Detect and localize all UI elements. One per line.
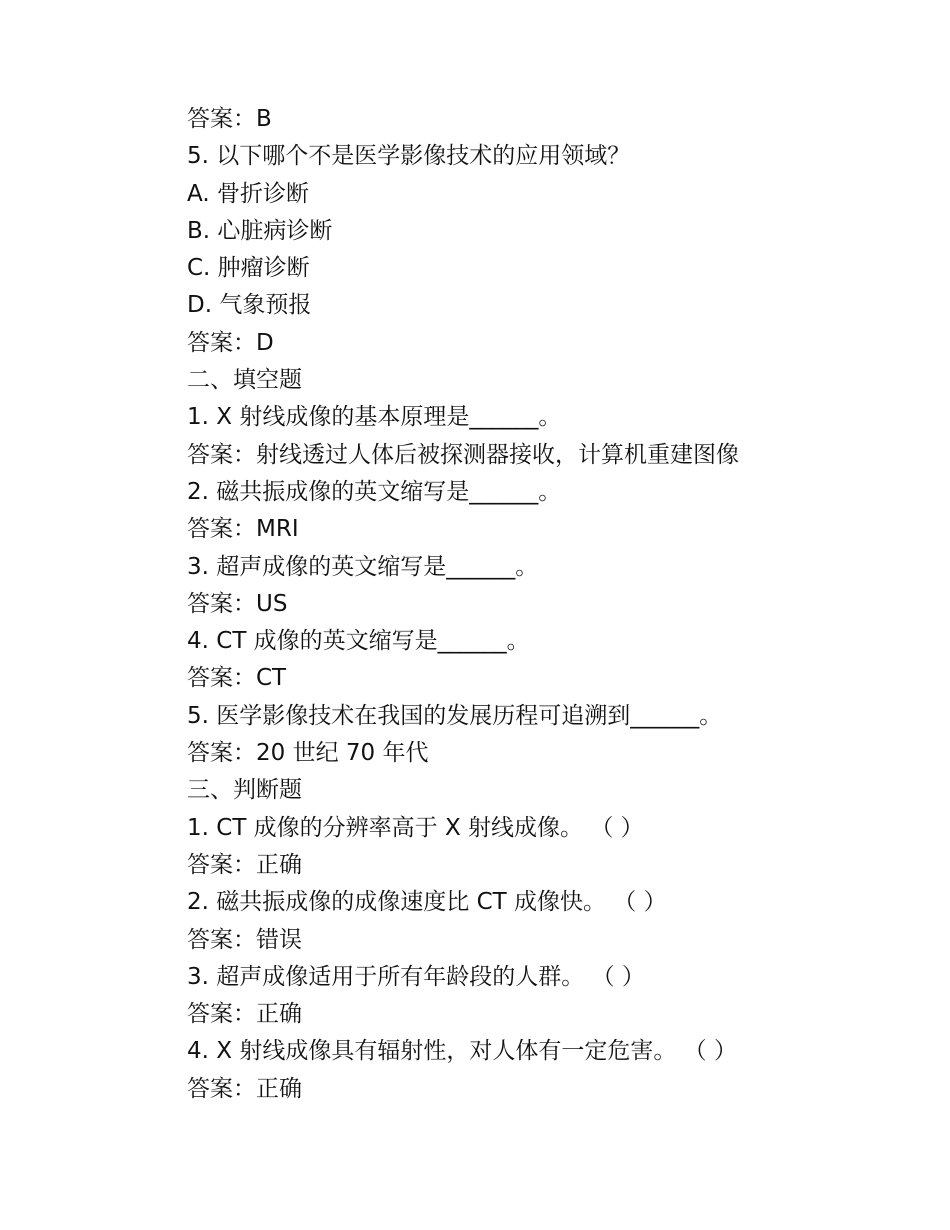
answer-line: 答案：正确: [187, 1075, 302, 1102]
section-heading: 三、判断题: [187, 777, 302, 804]
option-line: A. 骨折诊断: [187, 180, 309, 207]
section-heading: 二、填空题: [187, 367, 302, 394]
answer-line: 答案：CT: [187, 665, 287, 692]
answer-line: 答案：错误: [187, 926, 302, 953]
question-line: 2. 磁共振成像的英文缩写是______。: [187, 478, 562, 505]
question-line: 4. X 射线成像具有辐射性，对人体有一定危害。 （ ）: [187, 1038, 737, 1065]
option-line: D. 气象预报: [187, 292, 312, 319]
answer-line: 答案：20 世纪 70 年代: [187, 740, 429, 767]
question-line: 5. 医学影像技术在我国的发展历程可追溯到______。: [187, 702, 723, 729]
option-line: C. 肿瘤诊断: [187, 255, 310, 282]
question-line: 4. CT 成像的英文缩写是______。: [187, 628, 530, 655]
document-body: [187, 101, 827, 1108]
answer-line: 答案：正确: [187, 851, 302, 878]
question-line: 1. CT 成像的分辨率高于 X 射线成像。 （ ）: [187, 814, 644, 841]
answer-line: 答案：D: [187, 329, 274, 356]
question-line: 2. 磁共振成像的成像速度比 CT 成像快。 （ ）: [187, 889, 667, 916]
question-line: 1. X 射线成像的基本原理是______。: [187, 404, 562, 431]
option-line: B. 心脏病诊断: [187, 217, 333, 244]
question-line: 3. 超声成像的英文缩写是______。: [187, 553, 539, 580]
answer-line: 答案：MRI: [187, 516, 299, 543]
answer-line: 答案：US: [187, 590, 288, 617]
answer-line: 答案：正确: [187, 1001, 302, 1028]
question-line: 3. 超声成像适用于所有年龄段的人群。 （ ）: [187, 963, 645, 990]
answer-line: 答案：B: [187, 106, 272, 132]
question-line: 5. 以下哪个不是医学影像技术的应用领域？: [187, 143, 631, 170]
answer-line: 答案：射线透过人体后被探测器接收，计算机重建图像: [187, 441, 739, 468]
